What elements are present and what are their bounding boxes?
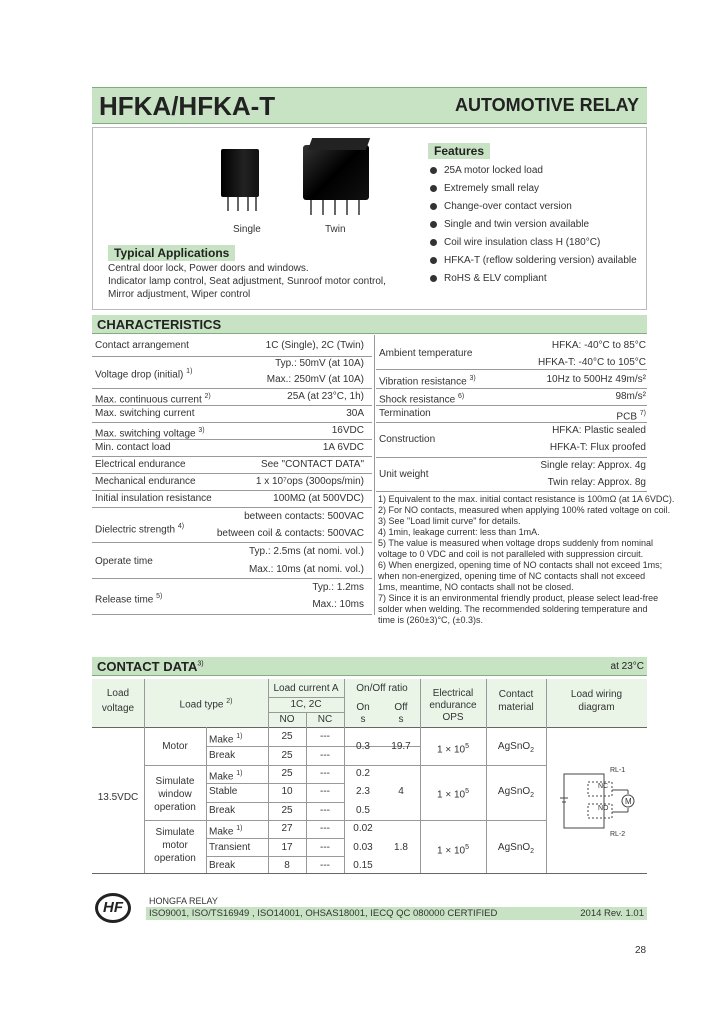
hdr-on: On s — [356, 702, 370, 725]
max-switching-current-label: Max. switching current — [95, 408, 195, 419]
nc-value: --- — [320, 860, 330, 871]
type-transient: Transient — [209, 842, 251, 853]
bullet-icon — [430, 203, 437, 210]
single-caption: Single — [233, 224, 261, 235]
construction-label: Construction — [379, 434, 436, 445]
contact-data-title: CONTACT DATA$^{3)}$ at 23°C — [92, 657, 647, 676]
nc-label: NC — [598, 783, 609, 790]
footnote: 6) When energized, opening time of NO contacts shall not exceed 1ms; — [378, 560, 663, 570]
operate-time-typ: Typ.: 2.5ms (at nomi. vol.) — [248, 546, 364, 557]
typical-line: Mirror adjustment, Wiper control — [108, 289, 251, 300]
operate-time-max: Max.: 10ms (at nomi. vol.) — [248, 564, 364, 575]
contact-arrangement-label: Contact arrangement — [95, 340, 189, 351]
contact-arrangement-value: 1C (Single), 2C (Twin) — [265, 340, 364, 351]
hongfa-logo: HF — [95, 893, 131, 923]
unit-weight-value-2: Twin relay: Approx. 8g — [547, 477, 646, 488]
on-value: 0.3 — [356, 741, 370, 752]
bullet-icon — [430, 257, 437, 264]
shock-value: 98m/s² — [615, 391, 646, 402]
rl1-label: RL-1 — [610, 767, 626, 774]
min-contact-load-value: 1A 6VDC — [322, 442, 364, 453]
insulation-value: 100MΩ (at 500VDC) — [273, 493, 364, 504]
type-break: Break — [209, 750, 236, 761]
no-value: 25 — [281, 750, 293, 761]
unit-weight-value-1: Single relay: Approx. 4g — [540, 460, 646, 471]
electrical-endurance-value: See "CONTACT DATA" — [260, 459, 364, 470]
model-title: HFKA/HFKA-T — [99, 91, 276, 121]
feature-item: Coil wire insulation class H (180°C) — [430, 234, 637, 252]
footnote: 7) Since it is an environmental friendly product, please select lead-free — [378, 593, 659, 603]
group-name-motor-sim: Simulate motor operation — [154, 827, 196, 864]
insulation-label: Initial insulation resistance — [95, 493, 212, 504]
max-continuous-current-label: Max. continuous current $^{2)}$ — [95, 393, 211, 406]
load-voltage-value: 13.5VDC — [97, 792, 139, 803]
off-value: 19.7 — [391, 741, 411, 752]
typical-line: Indicator lamp control, Seat adjustment, Sunroof motor control, — [108, 276, 386, 287]
on-value: 0.02 — [353, 823, 373, 834]
no-value: 25 — [281, 731, 293, 742]
max-switching-current-value: 30A — [346, 408, 364, 419]
company-name: HONGFA RELAY — [149, 896, 218, 906]
hdr-wiring: Load wiring diagram — [570, 689, 623, 713]
twin-relay-image — [300, 135, 375, 220]
vibration-value: 10Hz to 500Hz 49m/s² — [546, 374, 646, 385]
on-value: 0.15 — [353, 860, 373, 871]
feature-item: 25A motor locked load — [430, 162, 637, 180]
ambient-temp-label: Ambient temperature — [379, 348, 473, 359]
no-value: 25 — [281, 768, 293, 779]
endurance-value: $1 \times 10^5$ — [437, 844, 469, 857]
max-continuous-current-value: 25A (at 23°C, 1h) — [287, 391, 364, 402]
footnote: 5) The value is measured when voltage drops suddenly from nominal — [378, 538, 653, 548]
hdr-onoff: On/Off ratio — [356, 683, 408, 694]
footnote: when non-energized, opening time of NC contacts shall not exceed — [378, 571, 646, 581]
revision: 2014 Rev. 1.01 — [580, 908, 644, 919]
on-value: 2.3 — [356, 786, 370, 797]
hdr-load-voltage-1: Load — [106, 688, 130, 699]
max-switching-voltage-value: 16VDC — [331, 425, 364, 436]
no-value: 17 — [281, 842, 293, 853]
hdr-load-current: Load current A — [273, 683, 339, 694]
no-value: 25 — [281, 805, 293, 816]
footnote: solder when welding. The recommended soldering temperature and — [378, 604, 648, 614]
bullet-icon — [430, 167, 437, 174]
mechanical-endurance-value: 1 x 10⁷ops (300ops/min) — [255, 476, 364, 487]
construction-value-1: HFKA: Plastic sealed — [552, 425, 646, 436]
feature-item: HFKA-T (reflow soldering version) available — [430, 252, 637, 270]
nc-value: --- — [320, 842, 330, 853]
type-make: Make $^{1)}$ — [209, 733, 243, 746]
off-value: 4 — [398, 786, 404, 797]
no-value: 8 — [284, 860, 290, 871]
group-name-window: Simulate window operation — [154, 776, 196, 813]
endurance-value: $1 \times 10^5$ — [437, 743, 469, 756]
material-value: AgSnO$_2$ — [497, 786, 535, 799]
footnote: 2) For NO contacts, measured when applying 100% rated voltage on coil. — [378, 505, 671, 515]
material-value: AgSnO$_2$ — [497, 741, 535, 754]
footnote: time is (260±3)°C, (±0.3)s. — [378, 615, 484, 625]
nc-value: --- — [320, 731, 330, 742]
feature-item: Change-over contact version — [430, 198, 637, 216]
cert-band — [146, 907, 647, 920]
bullet-icon — [430, 239, 437, 246]
type-make: Make $^{1)}$ — [209, 770, 243, 783]
features-title: Features — [428, 143, 490, 159]
type-break: Break — [209, 805, 236, 816]
nc-value: --- — [320, 805, 330, 816]
max-switching-voltage-label: Max. switching voltage $^{3)}$ — [95, 427, 205, 440]
voltage-drop-label: Voltage drop (initial) $^{1)}$ — [95, 368, 193, 381]
voltage-drop-max: Max.: 250mV (at 10A) — [266, 374, 364, 385]
release-time-max: Max.: 10ms — [312, 599, 364, 610]
bullet-icon — [430, 221, 437, 228]
type-make: Make $^{1)}$ — [209, 825, 243, 838]
off-value: 1.8 — [394, 842, 408, 853]
nc-value: --- — [320, 750, 330, 761]
hdr-load-voltage-2: voltage — [101, 703, 135, 714]
page-number: 28 — [635, 945, 647, 956]
nc-value: --- — [320, 786, 330, 797]
type-stable: Stable — [209, 786, 238, 797]
single-relay-image — [215, 147, 265, 217]
release-time-label: Release time $^{5)}$ — [95, 593, 163, 606]
no-value: 10 — [281, 786, 293, 797]
electrical-endurance-label: Electrical endurance — [95, 459, 186, 470]
hdr-off: Off s — [394, 702, 408, 725]
title-banner — [92, 87, 647, 124]
type-break: Break — [209, 860, 236, 871]
bullet-icon — [430, 275, 437, 282]
no-label: NO — [598, 805, 609, 812]
operate-time-label: Operate time — [95, 556, 153, 567]
hdr-material: Contact material — [498, 689, 534, 713]
endurance-value: $1 \times 10^5$ — [437, 788, 469, 801]
features-list — [430, 162, 637, 288]
load-wiring-diagram — [556, 760, 644, 840]
release-time-typ: Typ.: 1.2ms — [312, 582, 364, 593]
nc-value: --- — [320, 823, 330, 834]
feature-item: Single and twin version available — [430, 216, 637, 234]
hdr-elec-endurance: Electrical endurance OPS — [429, 688, 477, 723]
mechanical-endurance-label: Mechanical endurance — [95, 476, 196, 487]
termination-value: PCB $^{7)}$ — [616, 410, 646, 423]
ambient-temp-value-2: HFKA-T: -40°C to 105°C — [537, 357, 646, 368]
footnote: 3) See "Load limit curve" for details. — [378, 516, 521, 526]
contact-data-temp: at 23°C — [610, 661, 644, 672]
vibration-label: Vibration resistance $^{3)}$ — [379, 375, 476, 388]
hdr-config: 1C, 2C — [290, 699, 322, 710]
dielectric-value-2: between coil & contacts: 500VAC — [216, 528, 364, 539]
dielectric-label: Dielectric strength $^{4)}$ — [95, 523, 185, 536]
material-value: AgSnO$_2$ — [497, 842, 535, 855]
characteristics-title: CHARACTERISTICS — [92, 315, 647, 334]
nc-value: --- — [320, 768, 330, 779]
no-value: 27 — [281, 823, 293, 834]
on-value: 0.5 — [356, 805, 370, 816]
min-contact-load-label: Min. contact load — [95, 442, 171, 453]
dielectric-value-1: between contacts: 500VAC — [244, 511, 364, 522]
typical-line: Central door lock, Power doors and windows. — [108, 263, 309, 274]
unit-weight-label: Unit weight — [379, 469, 429, 480]
category-title: AUTOMOTIVE RELAY — [454, 95, 639, 115]
footnote: 1ms, meantime, NO contacts shall not be closed. — [378, 582, 574, 592]
hdr-nc: NC — [317, 714, 333, 725]
motor-icon: M — [625, 797, 632, 806]
feature-item: RoHS & ELV compliant — [430, 270, 637, 288]
footnote: voltage to 0 VDC and coil is not paralleled with suppression circuit. — [378, 549, 644, 559]
hdr-load-type: Load type $^{2)}$ — [179, 698, 233, 711]
bullet-icon — [430, 185, 437, 192]
twin-caption: Twin — [325, 224, 346, 235]
certifications: ISO9001, ISO/TS16949 , ISO14001, OHSAS18001, IECQ QC 080000 CERTIFIED — [149, 908, 498, 919]
termination-label: Termination — [379, 408, 431, 419]
ambient-temp-value-1: HFKA: -40°C to 85°C — [551, 340, 646, 351]
feature-item: Extremely small relay — [430, 180, 637, 198]
construction-value-2: HFKA-T: Flux proofed — [549, 442, 646, 453]
voltage-drop-typ: Typ.: 50mV (at 10A) — [275, 358, 364, 369]
hdr-no: NO — [279, 714, 295, 725]
rl2-label: RL-2 — [610, 831, 626, 838]
on-value: 0.03 — [353, 842, 373, 853]
footnote: 1) Equivalent to the max. initial contact resistance is 100mΩ (at 1A 6VDC). — [378, 494, 675, 504]
typical-applications-title: Typical Applications — [108, 245, 235, 261]
on-value: 0.2 — [356, 768, 370, 779]
shock-label: Shock resistance $^{6)}$ — [379, 393, 465, 406]
group-name-motor: Motor — [162, 741, 188, 752]
footnote: 4) 1min, leakage current: less than 1mA. — [378, 527, 540, 537]
